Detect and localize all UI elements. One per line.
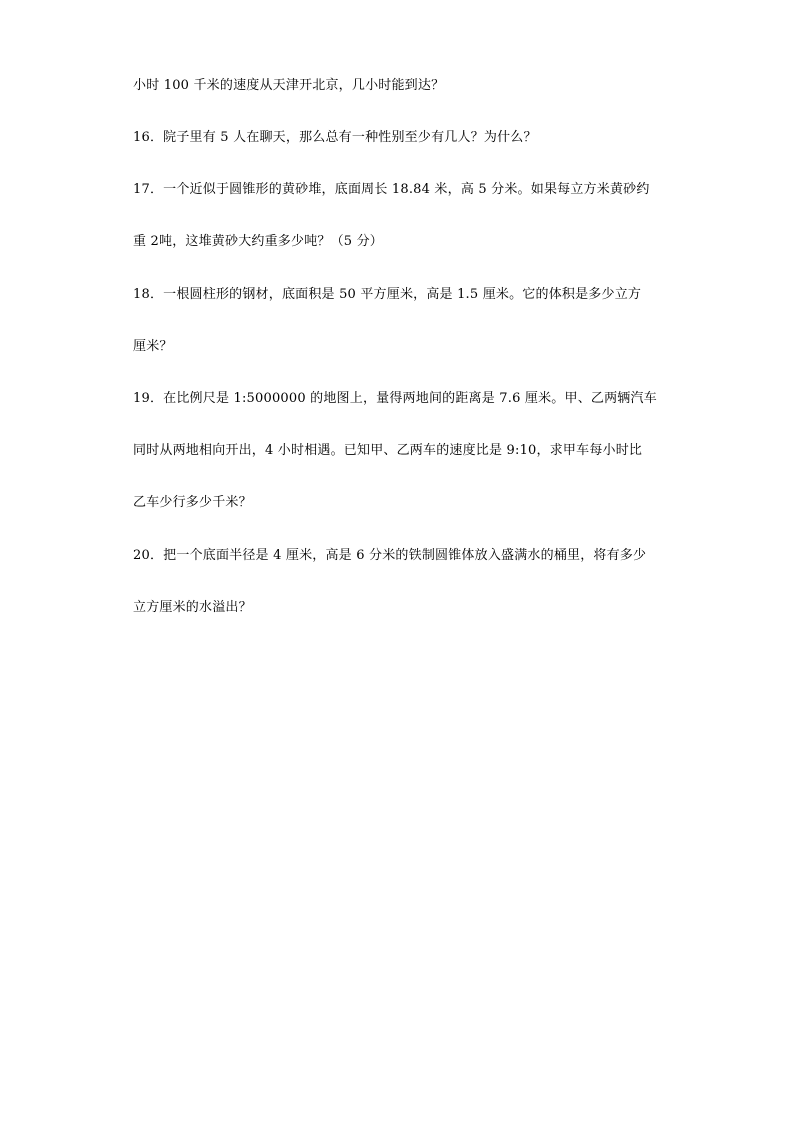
- problem-19-text-line-1: 19．在比例尺是 1:5000000 的地图上，量得两地间的距离是 7.6 厘米。甲、乙两辆汽车: [133, 391, 657, 406]
- problem-18-text-line-2: 厘米？: [133, 339, 173, 354]
- problem-19-text-line-3: 乙车少行多少千米？: [133, 495, 252, 510]
- problem-19-text-line-2: 同时从两地相向开出，4 小时相遇。已知甲、乙两车的速度比是 9:10，求甲车每小时比: [133, 443, 643, 458]
- problem-16-text: 16．院子里有 5 人在聊天，那么总有一种性别至少有几人？为什么？: [133, 130, 537, 145]
- problem-15-continuation: 小时 100 千米的速度从天津开北京，几小时能到达？: [133, 78, 445, 93]
- problem-20-text-line-2: 立方厘米的水溢出？: [133, 600, 252, 615]
- problem-17-text-line-1: 17．一个近似于圆锥形的黄砂堆，底面周长 18.84 米，高 5 分米。如果每立方米黄砂约: [133, 182, 650, 197]
- problem-17-text-line-2: 重 2吨，这堆黄砂大约重多少吨？（5 分）: [133, 234, 384, 249]
- problem-20-text-line-1: 20．把一个底面半径是 4 厘米，高是 6 分米的铁制圆锥体放入盛满水的桶里，将有多少: [133, 548, 647, 563]
- problem-18-text-line-1: 18．一根圆柱形的钢材，底面积是 50 平方厘米，高是 1.5 厘米。它的体积是多少立方: [133, 287, 642, 302]
